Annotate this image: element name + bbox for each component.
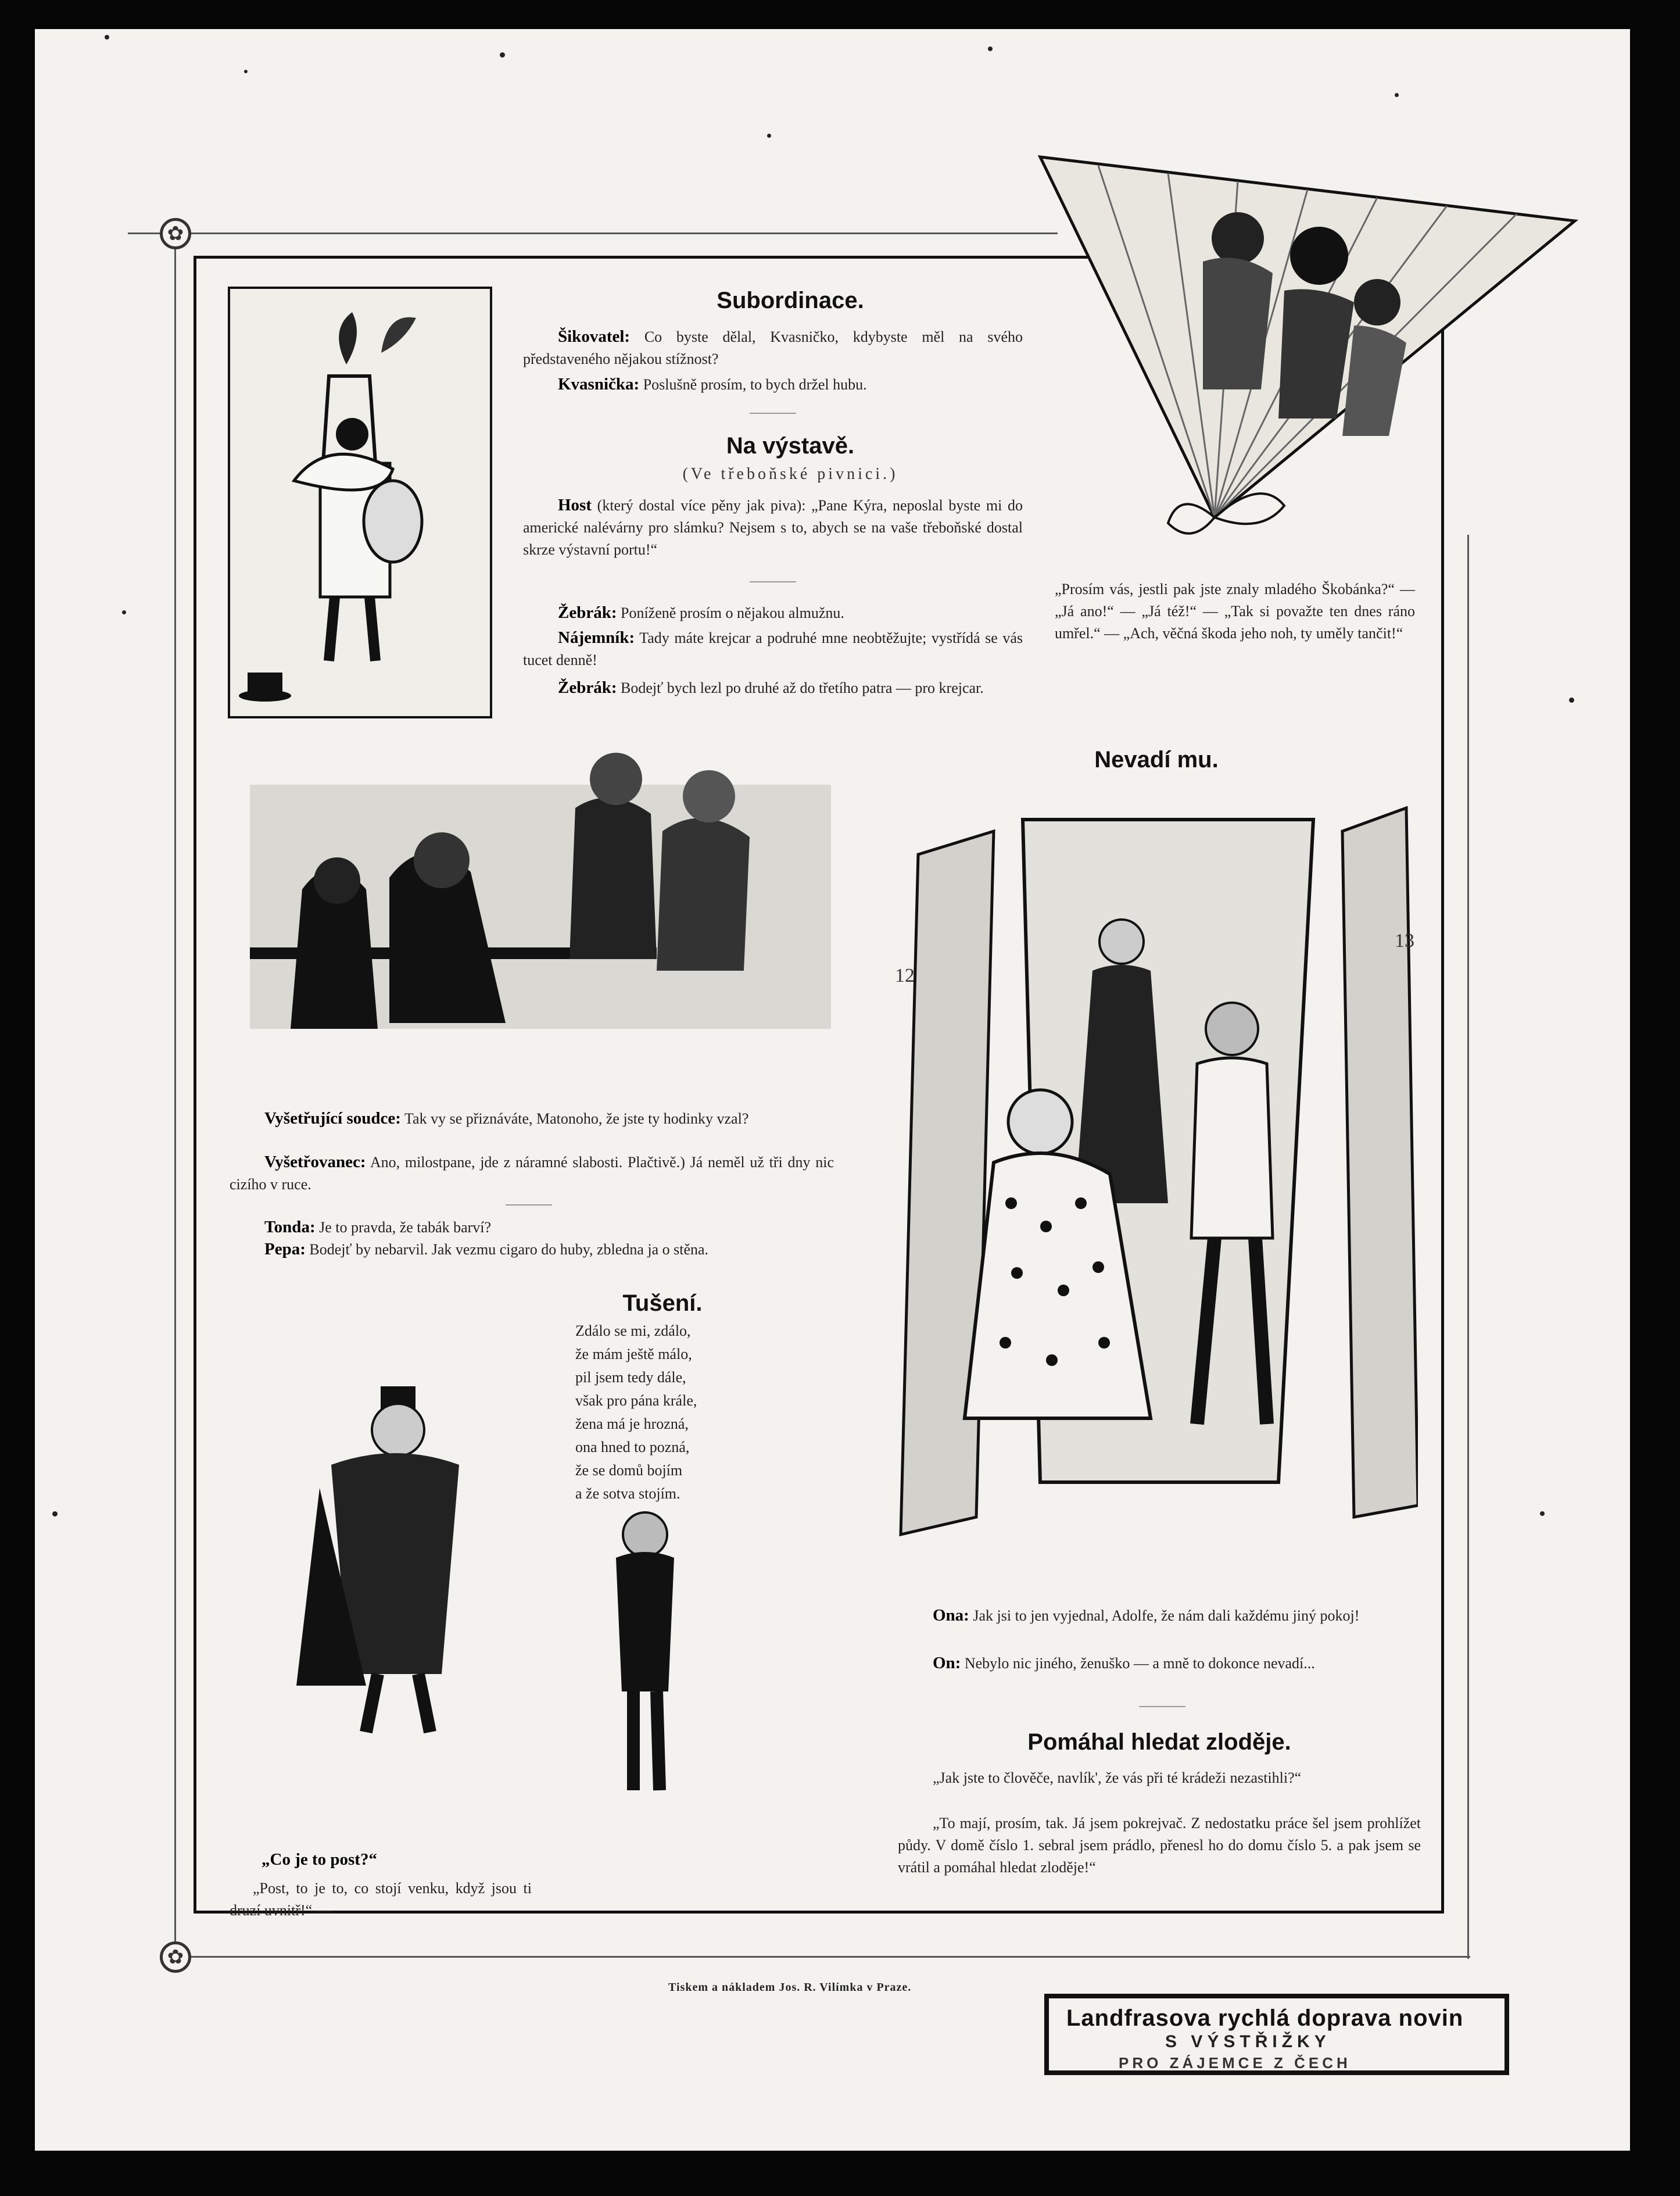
stamp-line-2: S VÝSTŘIŽKY xyxy=(1165,2032,1331,2051)
dust-speck xyxy=(767,134,771,138)
poem-line: však pro pána krále, xyxy=(575,1392,697,1409)
dialogue-text: Co byste dělal, Kvasničko, kdybyste měl na svého představeného nějakou stížnost? xyxy=(523,328,1023,367)
stamp-line-3: PRO ZÁJEMCE Z ČECH xyxy=(1119,2054,1351,2072)
soldiers-illustration xyxy=(244,1383,755,1825)
dust-speck xyxy=(1569,698,1574,703)
fan-caption-dialogue: „Prosím vás, jestli pak jste znaly mladého Škobánka?“ — „Já ano!“ — „Já též!“ — „Tak si považte ten dnes ráno umřel.“ — „Ach, věčná škoda jeho noh, ty uměly tančit!“ xyxy=(1055,581,1415,642)
dialogue-pomahal-2: „To mají, prosím, tak. Já jsem pokrejvač. Z nedostatku práce šel jsem prohlížet půdy. V domě číslo 1. sebral jsem prádlo, přenesl ho do domu číslo 5. a pak jsem se vrátil a pomáhal hledat zloděje!“ xyxy=(898,1815,1421,1876)
dust-speck xyxy=(52,1511,58,1517)
dialogue-vysetrovanec xyxy=(230,1151,834,1196)
frame-left-rule xyxy=(174,228,176,1960)
speaker-najemnik: Nájemník: xyxy=(558,628,635,647)
separator-rule xyxy=(750,413,796,414)
press-clipping-stamp xyxy=(1044,1994,1509,2075)
dialogue-text: Poníženě prosím o nějakou almužnu. xyxy=(621,605,844,621)
separator-rule xyxy=(506,1204,552,1206)
heading-subordinace: Subordinace. xyxy=(717,288,864,313)
dust-speck xyxy=(500,52,505,58)
dialogue-zebrak-2 xyxy=(523,677,1023,699)
dust-speck xyxy=(988,47,993,51)
dust-speck xyxy=(1395,93,1399,97)
frame-top-rule xyxy=(128,233,1058,234)
poem-line: Zdálo se mi, zdálo, xyxy=(575,1322,691,1339)
dust-speck xyxy=(105,35,109,40)
courtroom-illustration xyxy=(250,738,831,1087)
dialogue-text: Jak jsi to jen vyjednal, Adolfe, že nám dali každému jiný pokoj! xyxy=(973,1607,1360,1624)
speaker-ona: Ona: xyxy=(933,1606,969,1625)
printer-imprint: Tiskem a nákladem Jos. R. Vilímka v Praze. xyxy=(668,1981,912,1994)
subheading-ve-trebonske-pivnici: (Ve třeboňské pivnici.) xyxy=(682,465,898,483)
speaker-zebrak: Žebrák: xyxy=(558,678,617,697)
poem-line: ona hned to pozná, xyxy=(575,1439,690,1455)
dialogue-post-question xyxy=(262,1848,552,1871)
dialogue-text: Bodejť bych lezl po druhé až do třetího patra — pro krejcar. xyxy=(621,679,984,696)
dialogue-on xyxy=(898,1652,1421,1675)
dialogue-text: Poslušně prosím, to bych držel hubu. xyxy=(643,376,867,393)
dialogue-text: Bodejť by nebarvil. Jak vezmu cigaro do huby, zbledna ja o stěna. xyxy=(309,1241,709,1258)
poem-line: pil jsem tedy dále, xyxy=(575,1369,686,1386)
speaker-vysetrovanec: Vyšetřovanec: xyxy=(264,1153,366,1171)
speaker-kvasnicka: Kvasnička: xyxy=(558,375,640,394)
speaker-tonda: Tonda: xyxy=(264,1218,316,1236)
dialogue-text: Nebylo nic jiného, ženuško — a mně to dokonce nevadí... xyxy=(964,1655,1315,1672)
frame-bottom-rule xyxy=(174,1956,1470,1958)
hand-fan-illustration xyxy=(1029,145,1586,564)
dust-speck xyxy=(244,70,248,73)
speaker-host: Host xyxy=(558,496,592,514)
door-number-13: 13 xyxy=(1395,930,1414,952)
dialogue-tonda xyxy=(230,1216,834,1239)
hotel-corridor-illustration xyxy=(895,785,1418,1575)
separator-rule xyxy=(750,581,796,582)
frame-right-rule xyxy=(1467,535,1469,1959)
dialogue-najemnik xyxy=(523,627,1023,671)
heading-pomahal-hledat-zlodeje: Pomáhal hledat zloděje. xyxy=(1027,1729,1291,1755)
dialogue-text: Ano, milostpane, jde z náramné slabosti. Plačtivě.) Já neměl už tři dny nic cizího v ruce. xyxy=(230,1154,834,1193)
speaker-sikovatel: Šikovatel: xyxy=(558,327,631,346)
corner-rosette: ✿ xyxy=(160,218,191,249)
question-text: „Co je to post?“ xyxy=(262,1850,377,1869)
dialogue-soudce xyxy=(230,1107,834,1130)
dialogue-pepa xyxy=(230,1238,834,1261)
poem-line: že mám ještě málo, xyxy=(575,1346,692,1362)
stamp-line-1: Landfrasova rychlá doprava novin xyxy=(1066,2005,1464,2031)
dialogue-zebrak-1 xyxy=(523,602,1023,624)
poem-line: že se domů bojím xyxy=(575,1462,683,1479)
dialogue-text: Tak vy se přiznáváte, Matonoho, že jste ty hodinky vzal? xyxy=(404,1110,749,1127)
dialogue-text: Je to pravda, že tabák barví? xyxy=(319,1219,492,1236)
speaker-pepa: Pepa: xyxy=(264,1240,306,1258)
dialogue-pomahal-1: „Jak jste to člověče, navlík', že vás při té krádeži nezastihli?“ xyxy=(933,1769,1302,1786)
dialogue-text: Tady máte krejcar a podruhé mne neobtěžujte; vystřídá se vás tucet denně! xyxy=(523,630,1023,668)
dialogue-text: (který dostal více pěny jak piva): „Pane Kýra, neposlal byste mi do americké nalévárny pro slámku? Nejsem s to, abych se na vaše třeboňské dostal skrze výstavní portu!“ xyxy=(523,497,1023,558)
dialogue-post-answer: „Post, to je to, co stojí venku, když jsou ti druzí uvnitř!“ — xyxy=(230,1880,532,1919)
heading-nevadi-mu: Nevadí mu. xyxy=(1094,747,1219,772)
speaker-vysetrujici-soudce: Vyšetřující soudce: xyxy=(264,1109,401,1128)
speaker-on: On: xyxy=(933,1654,961,1672)
lyre-player-illustration xyxy=(228,287,492,718)
dust-speck xyxy=(122,610,126,614)
door-number-12: 12 xyxy=(895,965,915,986)
corner-rosette: ✿ xyxy=(160,1941,191,1973)
speaker-zebrak: Žebrák: xyxy=(558,603,617,622)
dialogue-ona xyxy=(898,1604,1421,1627)
dialogue-host xyxy=(523,494,1023,561)
dialogue-subordinace-2 xyxy=(523,373,1023,396)
heading-tuseni: Tušení. xyxy=(622,1290,703,1316)
dialogue-subordinace-1 xyxy=(523,326,1023,370)
heading-na-vystave: Na výstavě. xyxy=(726,433,855,459)
separator-rule xyxy=(1139,1706,1185,1707)
dust-speck xyxy=(1540,1511,1545,1516)
poem-line: a že sotva stojím. xyxy=(575,1485,680,1502)
poem-line: žena má je hrozná, xyxy=(575,1415,689,1432)
